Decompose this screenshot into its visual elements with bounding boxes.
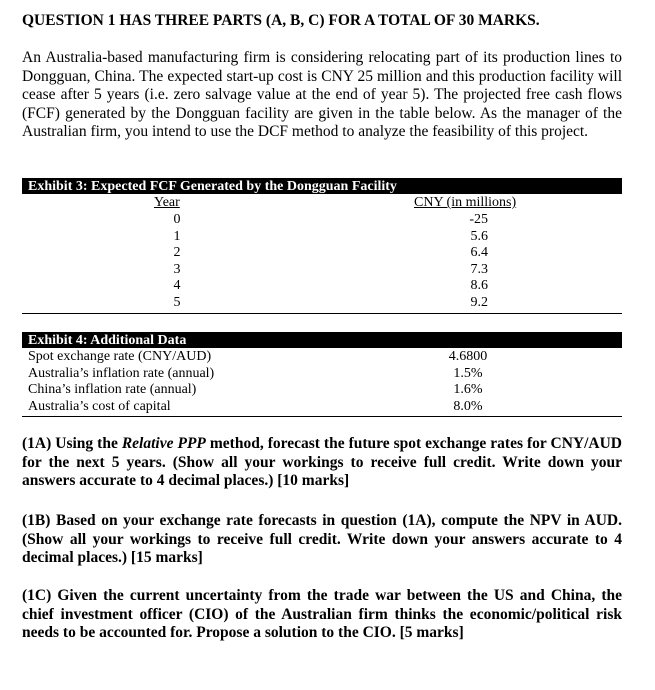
question-1c: (1C) Given the current uncertainty from the trade war between the US and China, the chief investment officer (CIO) of the Australian firm thinks the economic/political risk needs to be accounted for. Propose a solution to the CIO. [5 marks] bbox=[22, 587, 622, 642]
cny-column-header: CNY (in millions) bbox=[414, 195, 517, 210]
question-1a-italic: Relative PPP bbox=[121, 435, 206, 452]
data-row-value: 8.0% bbox=[453, 398, 483, 414]
data-row-label: Australia’s cost of capital bbox=[28, 398, 171, 414]
exhibit-3-heading: Exhibit 3: Expected FCF Generated by the Dongguan Facility bbox=[22, 178, 622, 194]
table-row-value: -25 bbox=[469, 212, 488, 227]
data-row-label: China’s inflation rate (annual) bbox=[28, 382, 197, 397]
table-row-year: 4 bbox=[173, 278, 181, 294]
table-row-year: 1 bbox=[173, 228, 181, 244]
exhibit-4-heading: Exhibit 4: Additional Data bbox=[22, 332, 622, 348]
table-row-value: 9.2 bbox=[470, 295, 488, 310]
year-column-header: Year bbox=[154, 195, 180, 210]
table-row-year: 3 bbox=[173, 261, 181, 277]
question-1a-prefix: (1A) Using the bbox=[22, 435, 122, 452]
question-1b: (1B) Based on your exchange rate forecasts in question (1A), compute the NPV in AUD. (Show all your workings to receive full credit. Write down your answers accurate to 4 decimal places.) [15 marks] bbox=[22, 512, 622, 567]
exhibit-4-table bbox=[22, 332, 622, 417]
intro-paragraph: An Australia-based manufacturing firm is considering relocating part of its production lines to Dongguan, China. The expected start-up cost is CNY 25 million and this production facility will cease after 5 years (i.e. zero salvage value at the end of year 5). The projected free cash flows (FCF) generated by the Dongguan facility are given in the table below. As the manager of the Australian firm, you intend to use the DCF method to analyze the feasibility of this project. bbox=[22, 49, 622, 141]
table-row-value: 7.3 bbox=[470, 261, 488, 277]
table-row-year: 0 bbox=[173, 212, 181, 227]
data-row-label: Spot exchange rate (CNY/AUD) bbox=[28, 349, 212, 364]
question-1a-suffix: method, forecast the future spot exchange rates for CNY/AUD for the next 5 years. (Show all your workings to receive full credit. Write down your answers accurate to 4 decimal places.) [10 marks] bbox=[22, 435, 622, 490]
table-row-value: 5.6 bbox=[470, 228, 488, 244]
table-row-value: 8.6 bbox=[470, 278, 488, 294]
data-row-value: 1.6% bbox=[453, 382, 483, 397]
table-row-year: 5 bbox=[173, 295, 181, 310]
table-row-value: 6.4 bbox=[470, 245, 488, 261]
data-row-value: 1.5% bbox=[453, 365, 483, 381]
table-row-year: 2 bbox=[173, 245, 181, 261]
data-row-label: Australia’s inflation rate (annual) bbox=[28, 365, 215, 381]
question-title: QUESTION 1 HAS THREE PARTS (A, B, C) FOR A TOTAL OF 30 MARKS. bbox=[22, 12, 540, 29]
question-1a bbox=[22, 435, 622, 491]
data-row-value: 4.6800 bbox=[448, 349, 488, 364]
exhibit-3-table bbox=[22, 178, 622, 314]
